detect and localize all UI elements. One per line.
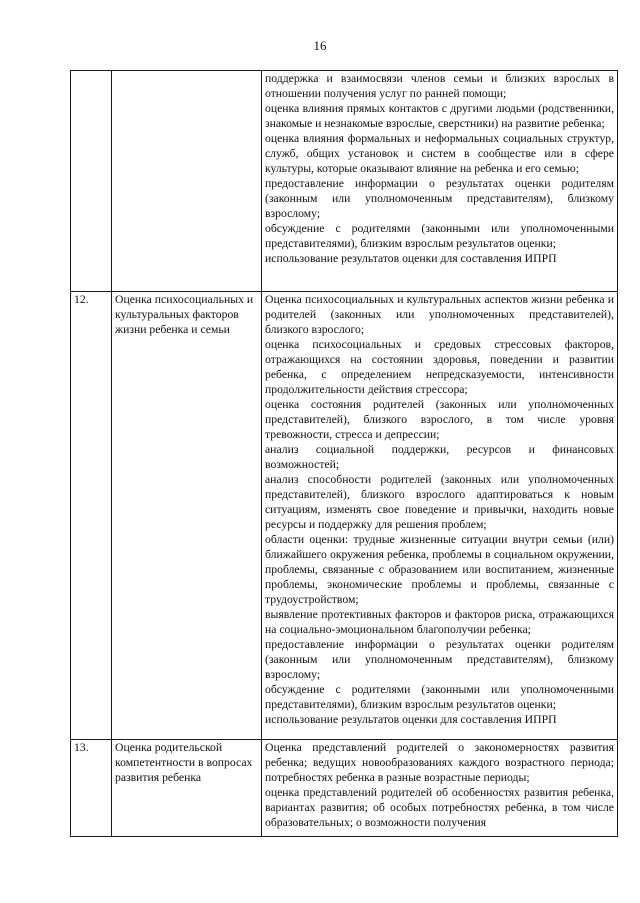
description-paragraph: анализ социальной поддержки, ресурсов и финансовых возможностей; — [265, 443, 614, 471]
row-number: 13. — [71, 740, 112, 837]
description-paragraph: предоставление информации о результатах оценки родителям (законным или уполномоченным представителям), близкому взрослому; — [265, 177, 614, 220]
description-paragraph: оценка влияния прямых контактов с другими людьми (родственники, знакомые и незнакомые взрослые, сверстники) на развитие ребенка; — [265, 102, 614, 130]
row-description — [262, 71, 618, 292]
description-paragraph: оценка психосоциальных и средовых стрессовых факторов, отражающихся на состоянии здоровья, поведении и развитии ребенка, с определением непредсказуемости, интенсивности продолжительности действия стрессора; — [265, 338, 614, 396]
services-table — [70, 70, 618, 837]
row-description — [262, 740, 618, 837]
description-paragraph: Оценка психосоциальных и культуральных аспектов жизни ребенка и родителей (законных или уполномоченных представителей), близкого взрослого; — [265, 293, 614, 336]
service-name-text: Оценка психосоциальных и культуральных факторов жизни ребенка и семьи — [115, 293, 254, 336]
table-row — [71, 292, 618, 740]
description-paragraph: обсуждение с родителями (законными или уполномоченными представителями), близким взрослым результатов оценки; — [265, 222, 614, 250]
description-paragraph: оценка влияния формальных и неформальных социальных структур, служб, общих установок и систем в сообществе или в сфере культуры, которые оказывают влияние на ребенка и его семью; — [265, 132, 614, 175]
table-row — [71, 71, 618, 292]
description-paragraph: выявление протективных факторов и факторов риска, отражающихся на социально-эмоциональном благополучии ребенка; — [265, 608, 614, 636]
description-paragraph: использование результатов оценки для составления ИПРП — [265, 252, 557, 265]
description-paragraph: поддержка и взаимосвязи членов семьи и близких взрослых в отношении получения услуг по ранней помощи; — [265, 72, 614, 100]
description-paragraph: анализ способности родителей (законных или уполномоченных представителей), близкого взрослого адаптироваться к новым ситуациям, изменять свое поведение и привычки, находить новые ресурсы и поддержку для решения проблем; — [265, 473, 614, 531]
description-paragraph: оценка представлений родителей об особенностях развития ребенка, вариантах развития; об особых потребностях ребенка, в том числе образовательных; о возможности получения — [265, 786, 614, 829]
description-paragraph: Оценка представлений родителей о закономерностях развития ребенка; ведущих новообразованиях каждого возрастного периода; потребностях ребенка в разные возрастные периоды; — [265, 741, 614, 784]
table-row — [71, 740, 618, 837]
row-service-name — [112, 740, 262, 837]
description-paragraph: предоставление информации о результатах оценки родителям (законным или уполномоченным представителям), близкому взрослому; — [265, 638, 614, 681]
service-name-text: Оценка родительской компетентности в вопросах развития ребенка — [115, 741, 253, 784]
row-service-name — [112, 292, 262, 740]
description-paragraph: обсуждение с родителями (законными или уполномоченными представителями), близким взрослым результатов оценки; — [265, 683, 614, 711]
description-paragraph: оценка состояния родителей (законных или уполномоченных представителей), близкого взрослого, в том числе уровня тревожности, стресса и депрессии; — [265, 398, 614, 441]
page-number: 16 — [313, 38, 327, 53]
row-number — [71, 71, 112, 292]
description-paragraph: области оценки: трудные жизненные ситуации внутри семьи (или) ближайшего окружения ребенка, проблемы в социальном окружении, проблемы, связанные с образованием или воспитанием, жизненные проблемы, экономические проблемы и проблемы, связанные с трудоустройством; — [265, 533, 614, 606]
row-description — [262, 292, 618, 740]
row-number: 12. — [71, 292, 112, 740]
description-paragraph: использование результатов оценки для составления ИПРП — [265, 713, 557, 726]
row-service-name — [112, 71, 262, 292]
